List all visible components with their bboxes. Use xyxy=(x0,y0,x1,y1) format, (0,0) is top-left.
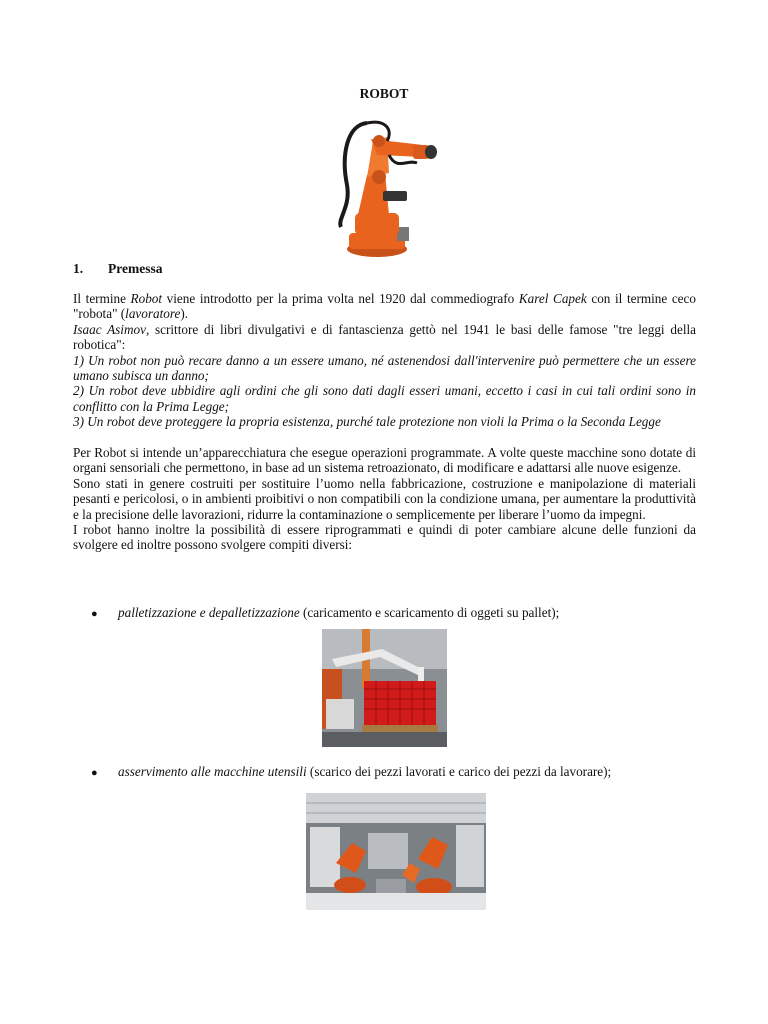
robot-arm-image xyxy=(327,115,441,260)
list-item: ● asservimento alle macchine utensili (scarico dei pezzi lavorati e carico dei pezzi da lavorare); xyxy=(91,764,701,781)
law-3: 3) Un robot deve proteggere la propria esistenza, purché tale protezione non violi la Prima o la Seconda Legge xyxy=(73,414,661,430)
intro-text xyxy=(73,291,696,553)
bullet-icon: ● xyxy=(91,608,98,620)
document-title: ROBOT xyxy=(359,86,409,101)
law-1: 1) Un robot non può recare danno a un essere umano, né astenendosi dall'intervenire può permettere che un essere umano subisca un danno; xyxy=(73,352,696,384)
law-2: 2) Un robot deve ubbidire agli ordini che gli sono dati dagli esseri umani, eccetto i casi in cui tali ordini sono in conflitto con la Prima Legge; xyxy=(73,383,696,414)
paragraph-asimov: Isaac Asimov, scrittore di libri divulgativi e di fantascienza gettò nel 1941 le basi delle famose "tre leggi della robotica": xyxy=(73,321,696,353)
paragraph-origin: Il termine Robot viene introdotto per la prima volta nel 1920 dal commediografo Karel Capek con il termine ceco "robota" (lavoratore). xyxy=(73,291,696,322)
section-title: Premessa xyxy=(108,261,163,276)
section-number: 1. xyxy=(73,261,84,276)
palletizing-robot-image xyxy=(322,629,447,747)
list-item: ● palletizzazione e depalletizzazione (caricamento e scaricamento di oggeti su pallet); xyxy=(91,605,701,622)
paragraph-purpose: Sono stati in genere costruiti per sostituire l’uomo nella fabbricazione, costruzione e manipolazione di materiali pesanti e pericolosi, o in ambienti proibitivi o non compatibili con la condizione umana, per aumentare la produttività e la precisione delle lavorazioni, ridurre la contaminazione o semplicemente per liberare l’uomo da impegni. xyxy=(73,475,696,522)
section-heading xyxy=(73,261,162,276)
paragraph-definition: Per Robot si intende un’apparecchiatura che esegue operazioni programmate. A volte queste macchine sono dotate di organi sensoriali che permettono, in base ad un sistema retroazionato, di modificare e adattarsi alle nuove esigenze. xyxy=(73,445,696,476)
bullet-icon: ● xyxy=(91,767,98,779)
machine-tending-robot-image xyxy=(306,793,486,910)
paragraph-tasks: I robot hanno inoltre la possibilità di essere riprogrammati e quindi di poter cambiare alcune delle funzioni da svolgere ed inoltre possono svolgere compiti diversi: xyxy=(73,522,696,553)
